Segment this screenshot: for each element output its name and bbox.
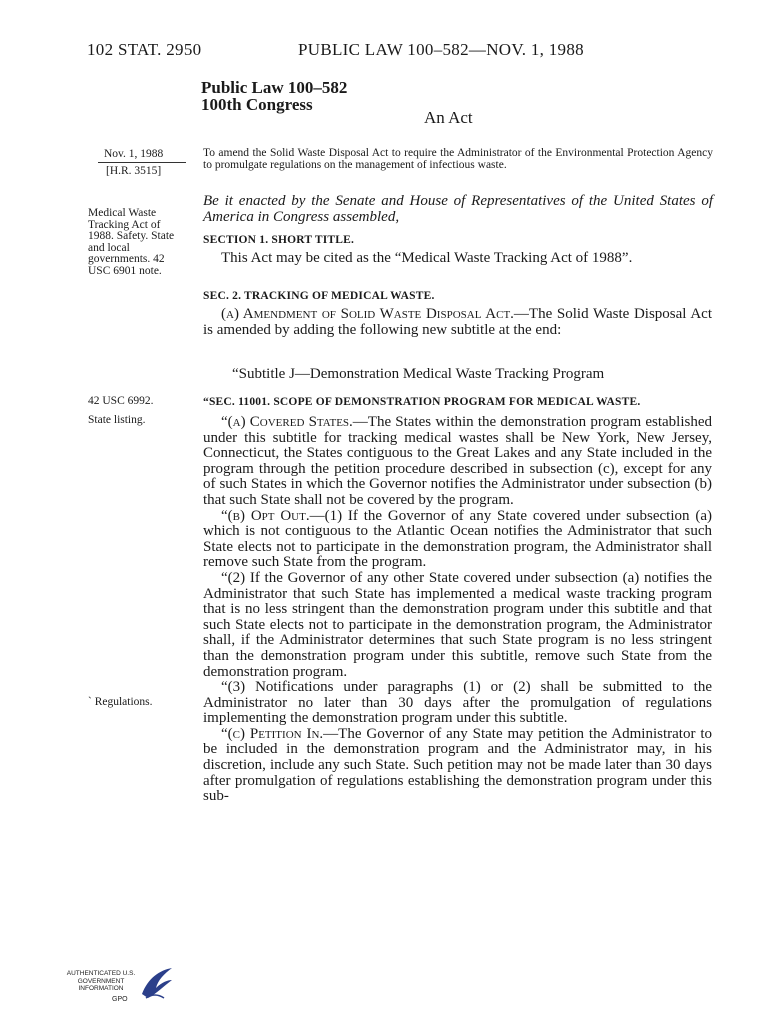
sec-11001-c-label: “(c) Petition In. (221, 725, 324, 742)
act-heading: An Act (424, 108, 473, 127)
sec-11001-b-label: “(b) Opt Out. (221, 507, 310, 524)
section-1-heading: SECTION 1. SHORT TITLE. (203, 234, 355, 246)
sec-11001-b3: “(3) Notifications under paragraphs (1) or (2) shall be submitted to the Administrator no later than 30 days after the promulgation of regulations implementing the demonstration program under this subtitle. (203, 679, 712, 727)
margin-note-usc: 42 USC 6992. (88, 395, 154, 407)
margin-divider (98, 162, 186, 163)
section-2-heading: SEC. 2. TRACKING OF MEDICAL WASTE. (203, 290, 435, 302)
sec-11001-c-text: —The Governor of any State may petition the Administrator to be included in the demonstration program and the Administrator may, in his discretion, include any such State. Such petition may not be made later than 30 days after promulgation of regulations establishing the demonstration program under this sub- (203, 725, 713, 805)
purpose-clause: To amend the Solid Waste Disposal Act to require the Administrator of the Environmental Protection Agency to promulgate regulations on the management of infectious waste. (203, 147, 713, 171)
margin-bill-number: [H.R. 3515] (106, 165, 162, 177)
sec-11001-text (203, 415, 712, 805)
margin-note-regulations: ` Regulations. (88, 696, 153, 708)
margin-note-short-title: Medical Waste Tracking Act of 1988. Safety. State and local governments. 42 USC 6901 note. (88, 207, 175, 277)
sec-11001-b (203, 509, 712, 571)
section-2-a-label: (a) Amendment of Solid Waste Disposal Act. (221, 306, 514, 322)
seal-gpo-label: GPO (112, 996, 128, 1003)
enacting-clause: Be it enacted by the Senate and House of Representatives of the United States of America in Congress assembled, (203, 193, 713, 225)
margin-date: Nov. 1, 1988 (104, 148, 164, 160)
sec-11001-c (203, 727, 712, 805)
section-1-body: This Act may be cited as the “Medical Waste Tracking Act of 1988”. (221, 250, 633, 266)
eagle-icon (138, 964, 174, 1004)
subtitle-j-heading: “Subtitle J—Demonstration Medical Waste Tracking Program (232, 366, 605, 382)
sec-11001-a (203, 415, 712, 509)
section-1-text (203, 251, 712, 267)
section-2-text (203, 307, 712, 338)
section-2-a-text: —The Solid Waste Disposal Act is amended by adding the following new subtitle at the end: (203, 306, 712, 338)
sec-11001-heading: “SEC. 11001. SCOPE OF DEMONSTRATION PROGRAM FOR MEDICAL WASTE. (203, 396, 641, 408)
sec-11001-a-label: “(a) Covered States. (221, 414, 353, 430)
running-title: PUBLIC LAW 100–582—NOV. 1, 1988 (298, 40, 584, 59)
gpo-authentication-seal (60, 962, 175, 1007)
seal-text: AUTHENTICATED U.S. GOVERNMENT INFORMATION (66, 970, 136, 992)
public-law-number: Public Law 100–582 (201, 78, 348, 97)
sec-11001-b-text: —(1) If the Governor of any State covered under subsection (a) which is not contiguous to the Atlantic Ocean notifies the Administrator that such State elects not to participate in the demonstration program, the Administrator shall remove such State from the program. (203, 507, 712, 571)
congress-number: 100th Congress (201, 95, 313, 114)
sec-11001-a-text: —The States within the demonstration program established under this subtitle for tracking medical wastes shall be New York, New Jersey, Connecticut, the States contiguous to the Great Lakes and any State included in the program through the petition procedure described in subsection (c), except for any of such States in which the Governor notifies the Administrator under subsection (b) that such State shall not be covered by the program. (203, 414, 712, 508)
section-2-a (203, 307, 712, 338)
margin-note-state-listing: State listing. (88, 414, 146, 426)
sec-11001-b2: “(2) If the Governor of any other State covered under subsection (a) notifies the Administrator that such State has implemented a medical waste tracking program that is no less stringent than the demonstration program under this subtitle and that such State elects not to participate in the demonstration program, the Administrator shall, if the Administrator determines that such State program is no less stringent than the demonstration program under this subtitle, remove such State from the demonstration program. (203, 569, 712, 680)
page-stat-number: 102 STAT. 2950 (87, 40, 202, 59)
